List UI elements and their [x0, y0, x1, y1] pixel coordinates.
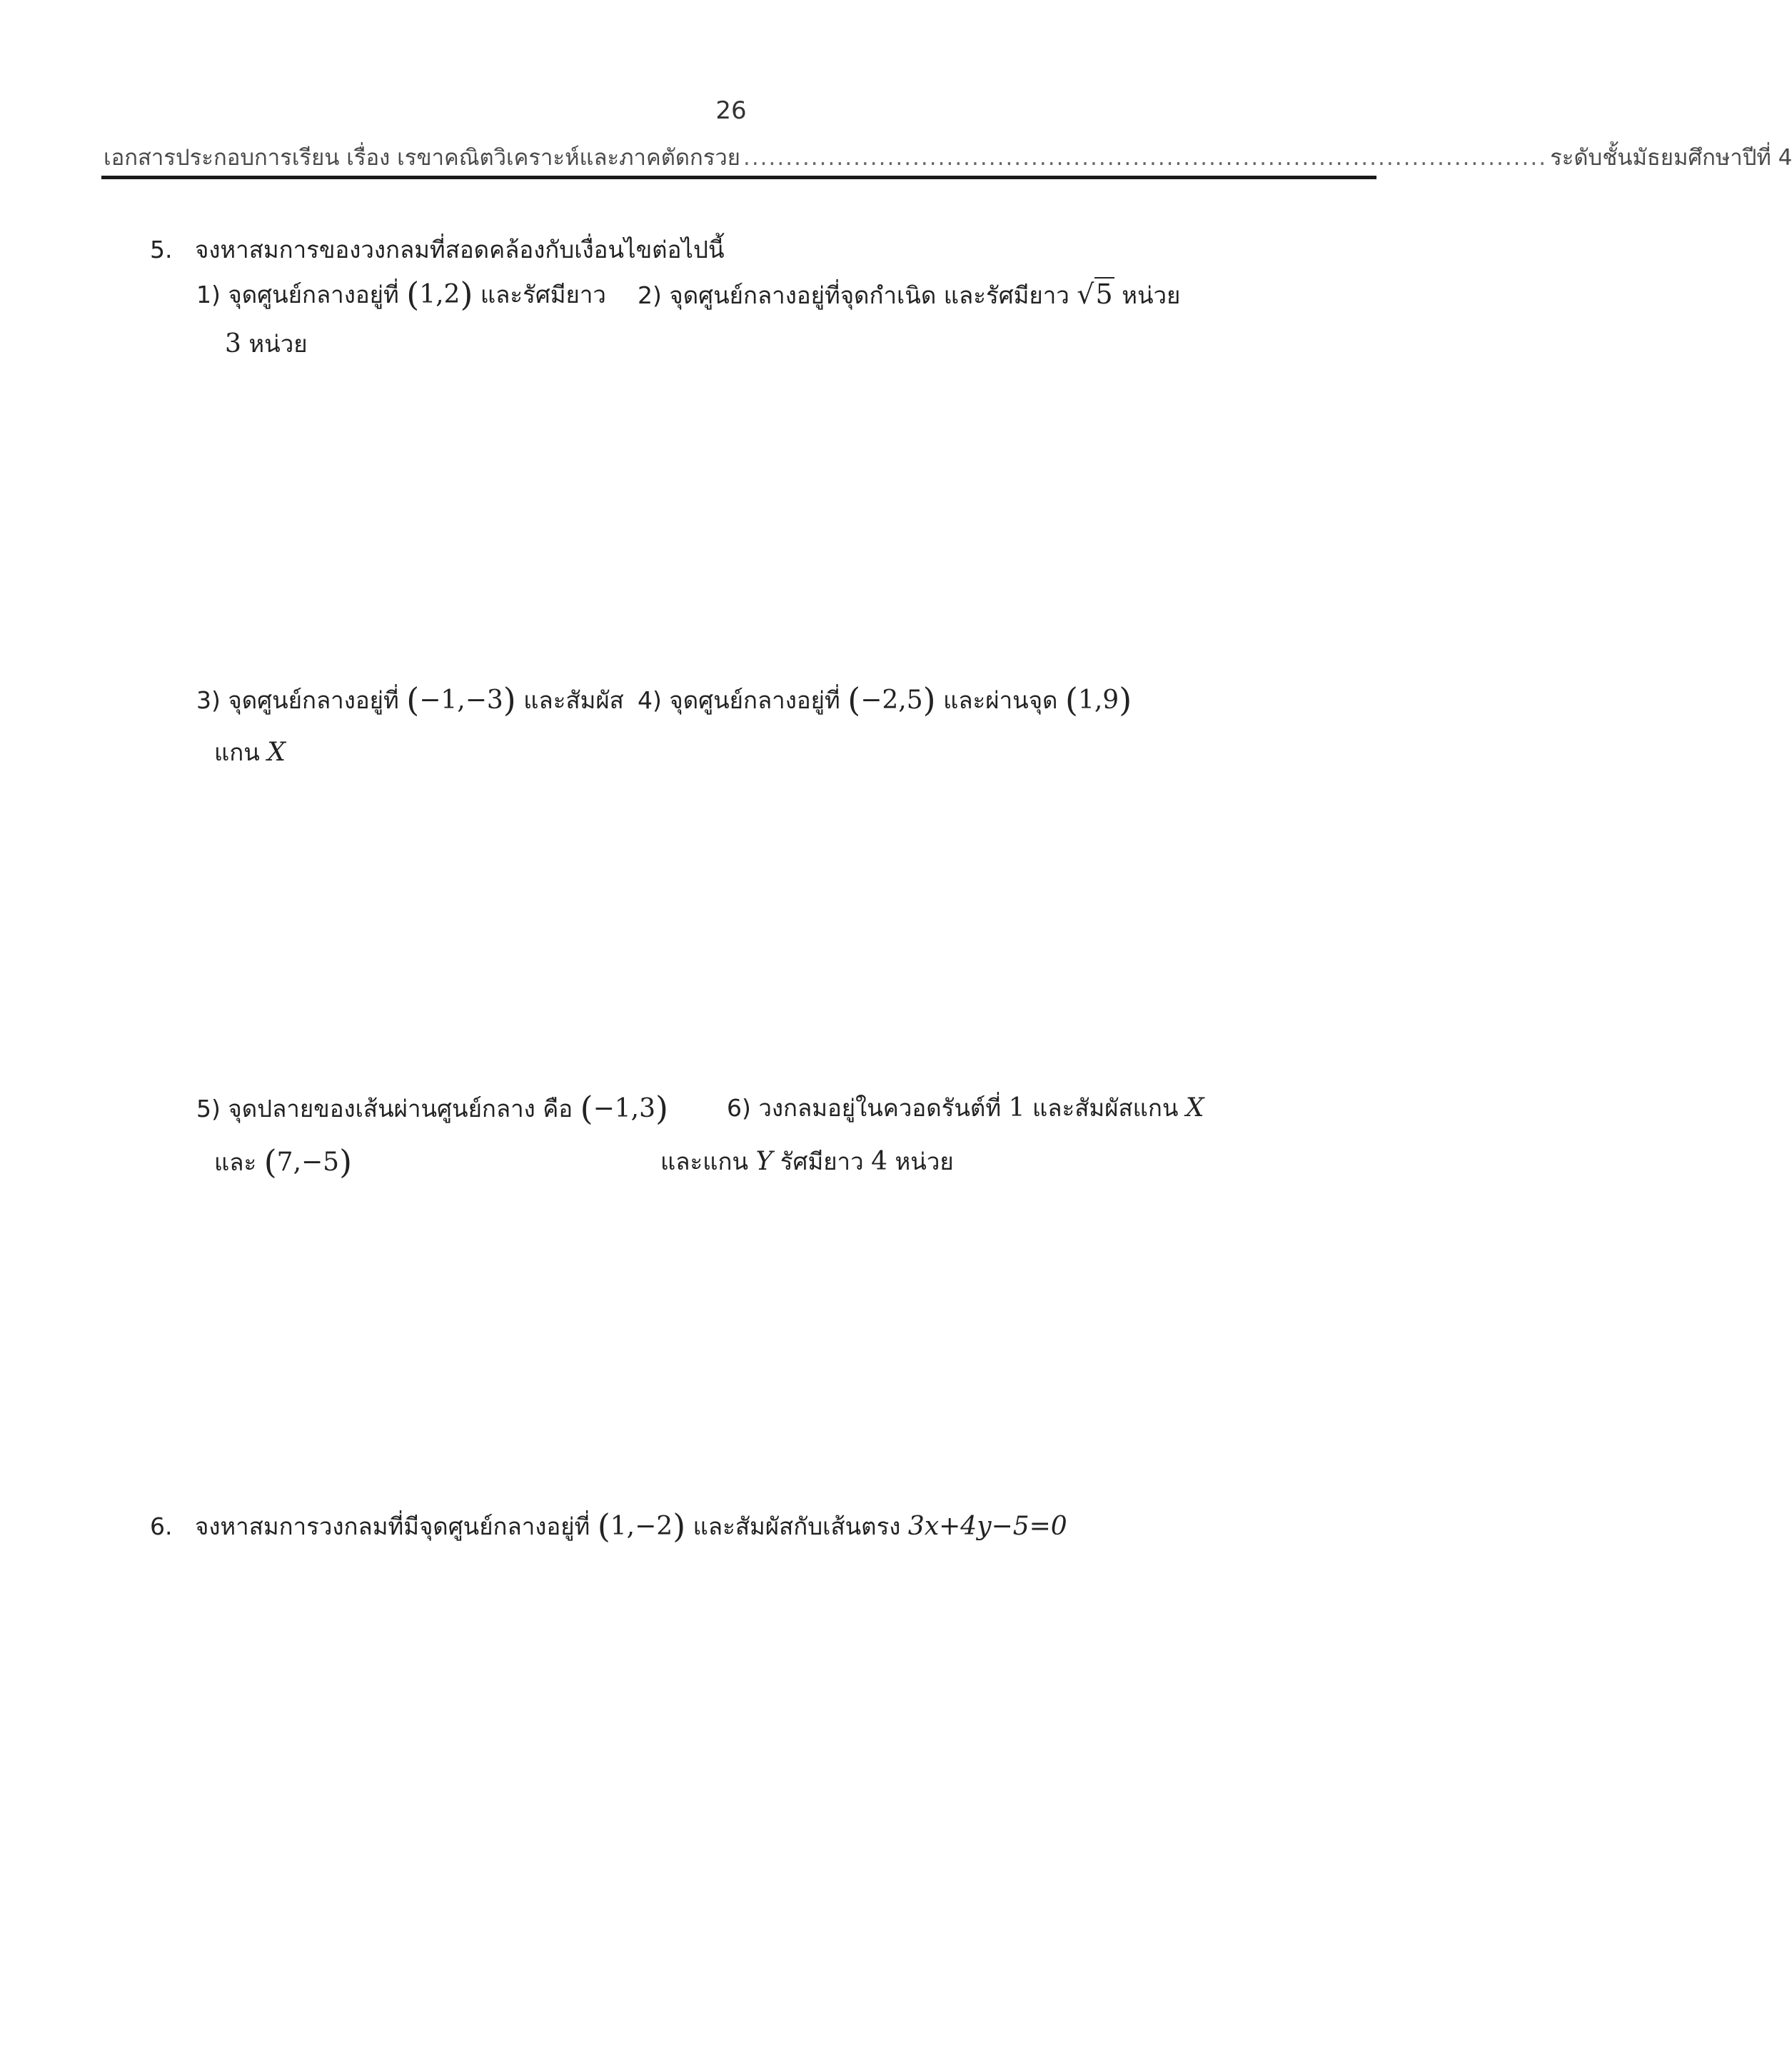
item-text: และสัมผัส: [523, 686, 624, 714]
point: 1,−2: [610, 1512, 673, 1541]
quadrant-number: 1: [1008, 1093, 1025, 1123]
point-2: 7,−5: [276, 1148, 340, 1177]
item-3-line-1: [196, 681, 624, 719]
question-number: 6.: [150, 1512, 173, 1540]
item-label: 5) จุดปลายของเส้นผ่านศูนย์กลาง คือ: [196, 1095, 573, 1123]
item-1-line-2: [225, 328, 308, 360]
close-paren: ): [339, 1143, 353, 1181]
item-text: และรัศมียาว: [480, 281, 606, 308]
point: −2,5: [860, 686, 923, 715]
axis-variable: X: [1185, 1093, 1204, 1123]
axis-variable: Y: [755, 1147, 773, 1176]
item-text: แกน: [214, 738, 260, 766]
header-title: เอกสารประกอบการเรียน เรื่อง เรขาคณิตวิเคราะห์และภาคตัดกรวย: [104, 145, 740, 171]
item-6-line-2: [660, 1146, 954, 1178]
item-text: และสัมผัสแกน: [1032, 1094, 1179, 1122]
item-text: และผ่านจุด: [943, 686, 1058, 714]
axis-variable: X: [267, 738, 286, 767]
item-2-line-1: [638, 278, 1180, 311]
open-paren: (: [580, 1089, 593, 1128]
unit-text: หน่วย: [248, 330, 308, 358]
item-label: 3) จุดศูนย์กลางอยู่ที่: [196, 686, 399, 714]
unit-text: หน่วย: [895, 1148, 954, 1175]
question-text: จงหาสมการวงกลมที่มีจุดศูนย์กลางอยู่ที่: [194, 1512, 590, 1540]
item-label: 1) จุดศูนย์กลางอยู่ที่: [196, 281, 399, 308]
point: 1,2: [419, 280, 460, 309]
header-rule: [101, 176, 1376, 179]
open-paren: (: [406, 681, 420, 719]
open-paren: (: [406, 275, 420, 313]
item-text: และ: [214, 1148, 257, 1176]
close-paren: ): [673, 1507, 686, 1545]
item-6-line-1: [727, 1093, 1204, 1124]
question-5-heading: [150, 234, 725, 266]
page-number: 26: [715, 96, 747, 125]
header-dots: ...............................................................................................: [743, 145, 1548, 171]
item-5-line-2: [214, 1143, 353, 1181]
item-4-line-1: [638, 681, 1132, 719]
item-label: 4) จุดศูนย์กลางอยู่ที่: [638, 686, 840, 714]
point-2: 1,9: [1077, 686, 1119, 715]
point: −1,−3: [419, 686, 503, 715]
item-text: รัศมียาว: [780, 1148, 864, 1175]
unit-text: หน่วย: [1122, 281, 1181, 309]
radicand: 5: [1095, 278, 1113, 310]
line-equation: 3x+4y−5=0: [907, 1512, 1067, 1541]
open-paren: (: [597, 1507, 610, 1545]
open-paren: (: [847, 681, 861, 719]
point: −1,3: [593, 1094, 656, 1123]
close-paren: ): [503, 681, 516, 719]
close-paren: ): [655, 1089, 668, 1128]
close-paren: ): [1119, 681, 1132, 719]
header-level: ระดับชั้นมัธยมศึกษาปีที่ 4: [1550, 145, 1792, 171]
question-text-2: และสัมผัสกับเส้นตรง: [693, 1512, 901, 1540]
item-3-line-2: [214, 737, 286, 768]
question-6: [150, 1507, 1067, 1545]
question-text: จงหาสมการของวงกลมที่สอดคล้องกับเงื่อนไขต่อไปนี้: [194, 236, 725, 263]
question-number: 5.: [150, 236, 173, 263]
running-header: [104, 139, 1792, 175]
item-label: 2) จุดศูนย์กลางอยู่ที่จุดกำเนิด และรัศมียาว: [638, 281, 1069, 309]
radical-sign: √: [1077, 278, 1094, 310]
item-5-line-1: [196, 1089, 668, 1128]
item-1-line-1: [196, 275, 606, 313]
close-paren: ): [460, 275, 473, 313]
item-label: 6) วงกลมอยู่ในควอดรันต์ที่: [727, 1094, 1002, 1122]
radius-value: 4: [871, 1147, 888, 1176]
radius-value: 3: [225, 329, 241, 358]
close-paren: ): [922, 681, 936, 719]
open-paren: (: [263, 1143, 277, 1181]
open-paren: (: [1064, 681, 1078, 719]
item-text: และแกน: [660, 1148, 749, 1175]
